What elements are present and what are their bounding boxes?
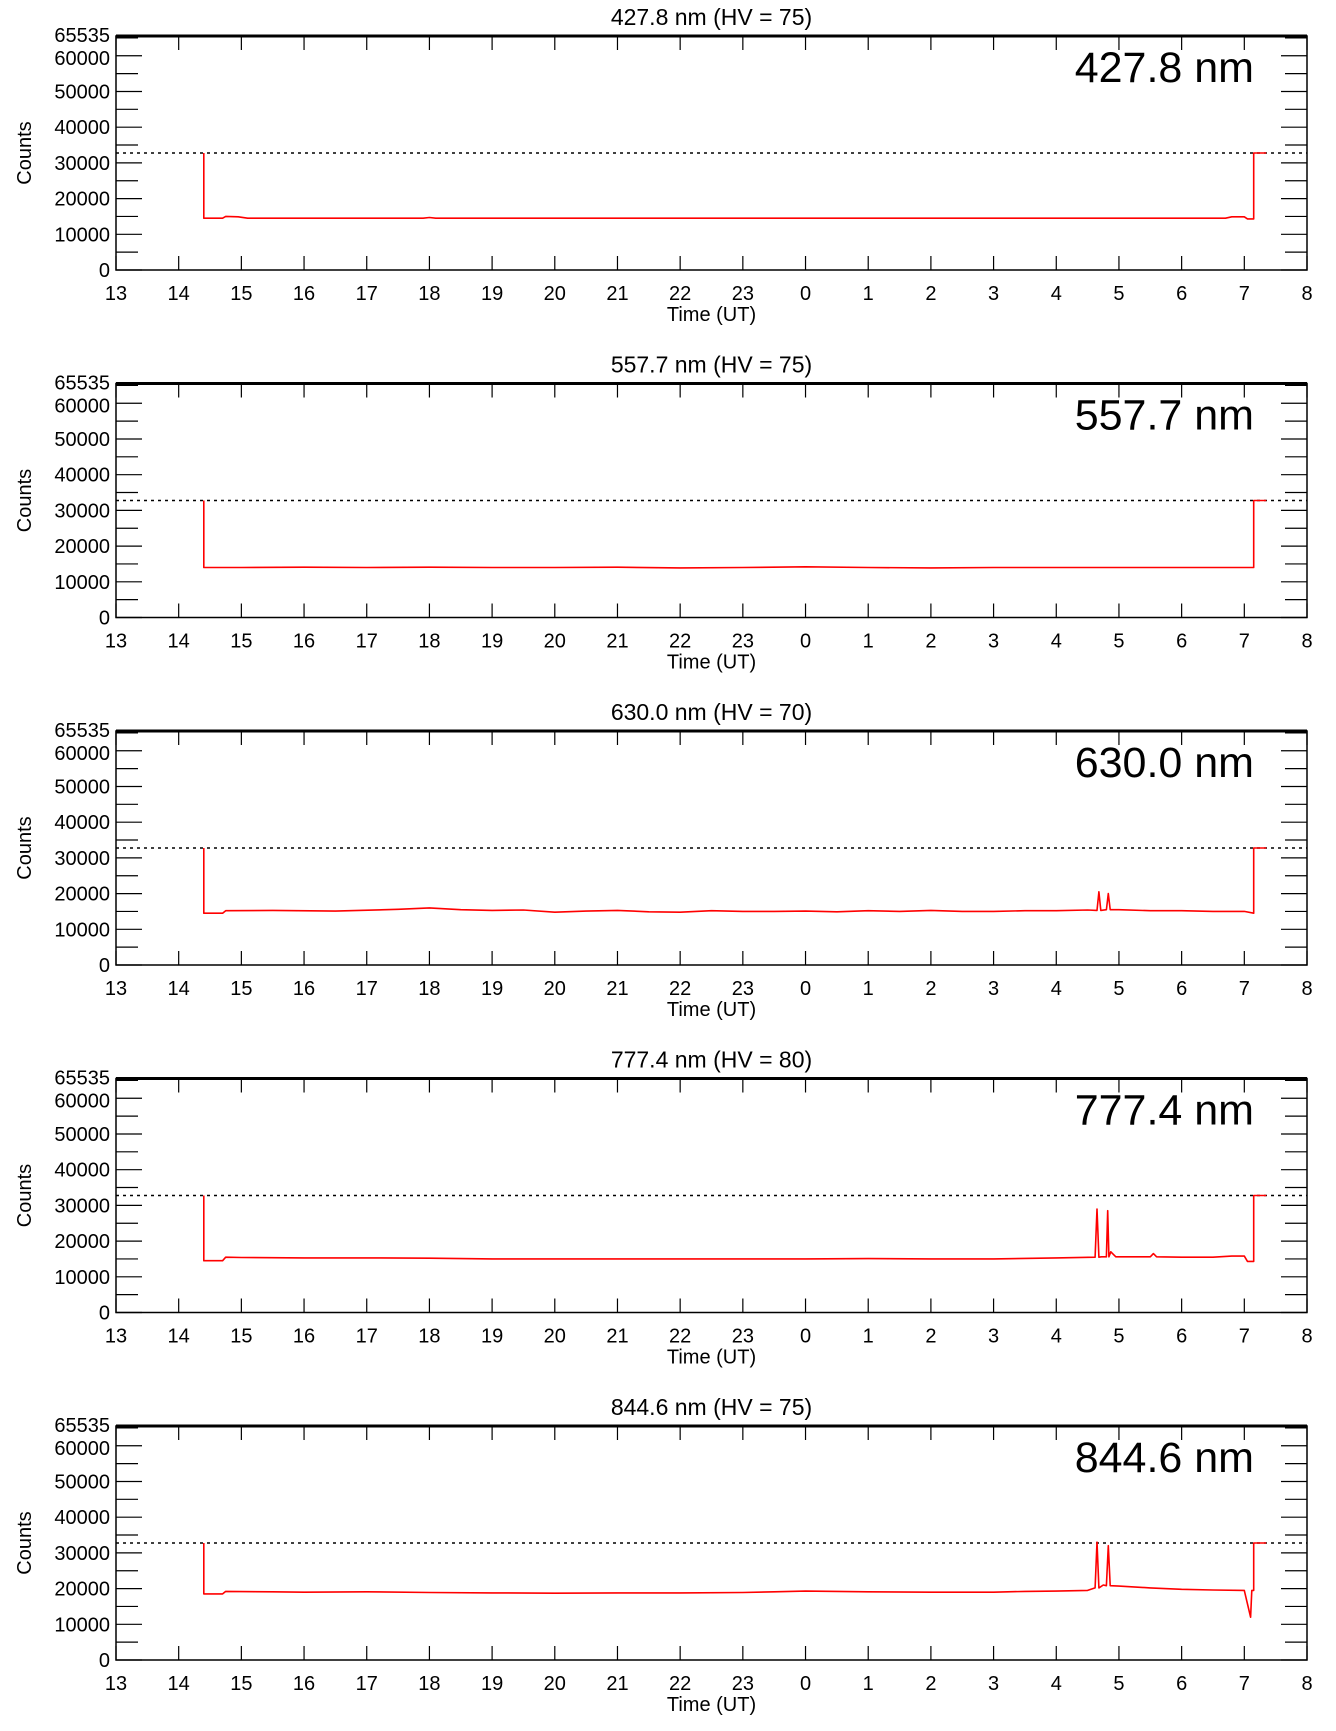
x-tick-label: 13 [104, 1325, 128, 1348]
x-axis-label: Time (UT) [666, 1346, 757, 1369]
y-tick-label: 0 [98, 1650, 110, 1672]
chart-panel [14, 352, 1313, 674]
x-tick-label: 15 [230, 630, 253, 653]
x-tick-label: 8 [1301, 630, 1313, 653]
x-tick-label: 1 [862, 630, 874, 653]
x-tick-label: 14 [167, 283, 190, 305]
y-tick-label: 40000 [54, 117, 110, 140]
y-tick-label: 40000 [54, 812, 110, 835]
y-tick-label: 60000 [54, 742, 110, 765]
x-tick-label: 19 [480, 283, 504, 305]
x-tick-label: 7 [1238, 1325, 1250, 1348]
chart-panel [14, 699, 1313, 1021]
data-series-line [204, 1542, 1267, 1617]
x-tick-label: 17 [355, 630, 378, 653]
y-tick-label: 20000 [54, 1578, 110, 1601]
x-tick-label: 22 [669, 630, 692, 653]
x-tick-label: 16 [292, 630, 316, 653]
x-tick-label: 13 [104, 630, 128, 653]
x-tick-label: 22 [669, 978, 692, 1000]
y-tick-label: 60000 [54, 1437, 110, 1460]
x-tick-label: 21 [606, 1673, 629, 1695]
chart-title: 557.7 nm (HV = 75) [610, 351, 813, 378]
x-tick-label: 2 [925, 978, 937, 1000]
y-tick-label: 10000 [54, 224, 110, 247]
x-tick-label: 6 [1176, 1325, 1188, 1348]
x-tick-label: 16 [292, 978, 316, 1000]
x-tick-label: 8 [1301, 1673, 1313, 1695]
y-tick-label: 60000 [54, 395, 110, 418]
x-tick-label: 14 [167, 978, 190, 1000]
x-tick-label: 20 [543, 1325, 566, 1348]
chart-panel [14, 1394, 1313, 1716]
x-tick-label: 3 [988, 283, 1000, 305]
chart-title: 777.4 nm (HV = 80) [610, 1046, 813, 1073]
x-tick-label: 6 [1176, 283, 1188, 305]
y-tick-label: 20000 [54, 188, 110, 211]
x-tick-label: 7 [1238, 630, 1250, 653]
x-tick-label: 17 [355, 1325, 378, 1348]
x-tick-label: 6 [1176, 1673, 1188, 1695]
x-axis-label: Time (UT) [666, 304, 757, 326]
x-tick-label: 17 [355, 283, 378, 305]
chart-panel [14, 1047, 1313, 1369]
x-tick-label: 23 [731, 283, 754, 305]
x-tick-label: 4 [1050, 630, 1062, 653]
x-tick-label: 17 [355, 1673, 378, 1695]
x-tick-label: 20 [543, 1673, 566, 1695]
x-tick-label: 13 [104, 283, 128, 305]
x-tick-label: 6 [1176, 630, 1188, 653]
x-tick-label: 23 [731, 1673, 754, 1695]
x-tick-label: 21 [606, 283, 629, 305]
y-tick-label: 50000 [54, 1123, 110, 1146]
y-tick-label: 30000 [54, 1542, 110, 1565]
x-tick-label: 3 [988, 978, 1000, 1000]
wavelength-label: 557.7 nm [1074, 391, 1254, 440]
x-axis-label: Time (UT) [666, 651, 757, 674]
x-tick-label: 1 [862, 978, 874, 1000]
x-tick-label: 22 [669, 1673, 692, 1695]
x-tick-label: 2 [925, 1673, 937, 1695]
x-tick-label: 7 [1238, 1673, 1250, 1695]
x-tick-label: 1 [862, 1673, 874, 1695]
x-tick-label: 5 [1113, 630, 1125, 653]
x-tick-label: 18 [418, 978, 441, 1000]
y-tick-label: 65535 [54, 720, 110, 742]
x-tick-label: 15 [230, 1673, 253, 1695]
x-tick-label: 8 [1301, 283, 1313, 305]
y-tick-label: 50000 [54, 81, 110, 104]
y-tick-label: 10000 [54, 919, 110, 942]
x-tick-label: 14 [167, 630, 190, 653]
x-tick-label: 3 [988, 630, 1000, 653]
x-tick-label: 14 [167, 1325, 190, 1348]
data-series-line [204, 848, 1267, 913]
x-tick-label: 0 [799, 630, 812, 653]
chart-panel [14, 4, 1313, 326]
x-tick-label: 21 [606, 978, 629, 1000]
y-tick-label: 20000 [54, 536, 110, 559]
y-tick-label: 50000 [54, 776, 110, 799]
x-tick-label: 4 [1050, 978, 1062, 1000]
x-tick-label: 21 [606, 1325, 629, 1348]
x-tick-label: 13 [104, 978, 128, 1000]
y-tick-label: 30000 [54, 500, 110, 523]
y-axis-label: Counts [14, 468, 36, 533]
y-axis-label: Counts [14, 121, 36, 185]
y-axis-label: Counts [14, 1163, 36, 1228]
x-tick-label: 15 [230, 978, 253, 1000]
x-tick-label: 2 [925, 1325, 937, 1348]
x-tick-label: 23 [731, 630, 754, 653]
y-tick-label: 0 [98, 955, 110, 977]
y-tick-label: 65535 [54, 1415, 110, 1437]
x-tick-label: 0 [799, 1325, 812, 1348]
y-axis-label: Counts [14, 1511, 36, 1575]
y-tick-label: 30000 [54, 1195, 110, 1218]
x-tick-label: 22 [669, 283, 692, 305]
y-tick-label: 40000 [54, 464, 110, 487]
x-tick-label: 13 [104, 1673, 128, 1695]
x-tick-label: 1 [862, 1325, 874, 1348]
x-tick-label: 0 [799, 283, 812, 305]
x-tick-label: 5 [1113, 978, 1125, 1000]
x-tick-label: 20 [543, 630, 566, 653]
y-tick-label: 20000 [54, 883, 110, 906]
x-tick-label: 8 [1301, 1325, 1313, 1348]
x-tick-label: 18 [418, 1325, 441, 1348]
x-tick-label: 18 [418, 630, 441, 653]
y-tick-label: 60000 [54, 1090, 110, 1113]
wavelength-label: 427.8 nm [1074, 44, 1254, 92]
x-tick-label: 19 [480, 978, 504, 1000]
y-tick-label: 65535 [54, 25, 110, 47]
y-tick-label: 20000 [54, 1231, 110, 1254]
wavelength-label: 844.6 nm [1074, 1434, 1254, 1482]
x-tick-label: 4 [1050, 1673, 1062, 1695]
chart-title: 630.0 nm (HV = 70) [610, 699, 813, 725]
x-tick-label: 8 [1301, 978, 1313, 1000]
y-tick-label: 40000 [54, 1507, 110, 1530]
x-tick-label: 16 [292, 1325, 316, 1348]
x-axis-label: Time (UT) [666, 1694, 757, 1716]
y-tick-label: 65535 [54, 1067, 110, 1090]
y-tick-label: 10000 [54, 1614, 110, 1637]
y-tick-label: 50000 [54, 1471, 110, 1494]
x-tick-label: 19 [480, 1325, 504, 1348]
wavelength-label: 777.4 nm [1074, 1086, 1254, 1135]
x-tick-label: 14 [167, 1673, 190, 1695]
x-tick-label: 2 [925, 630, 937, 653]
x-tick-label: 15 [230, 1325, 253, 1348]
x-tick-label: 18 [418, 1673, 441, 1695]
x-tick-label: 23 [731, 978, 754, 1000]
y-tick-label: 0 [98, 1302, 110, 1325]
x-tick-label: 1 [862, 283, 874, 305]
data-series-line [204, 153, 1267, 219]
y-tick-label: 40000 [54, 1159, 110, 1182]
x-tick-label: 3 [988, 1673, 1000, 1695]
chart-title: 427.8 nm (HV = 75) [610, 4, 813, 30]
y-tick-label: 65535 [54, 372, 110, 395]
x-tick-label: 7 [1238, 978, 1250, 1000]
x-tick-label: 5 [1113, 1673, 1125, 1695]
y-tick-label: 10000 [54, 571, 110, 594]
x-tick-label: 23 [731, 1325, 754, 1348]
x-tick-label: 3 [988, 1325, 1000, 1348]
y-tick-label: 0 [98, 260, 110, 282]
x-tick-label: 21 [606, 630, 629, 653]
y-tick-label: 50000 [54, 428, 110, 451]
chart-title: 844.6 nm (HV = 75) [610, 1394, 813, 1420]
x-tick-label: 16 [292, 1673, 316, 1695]
x-tick-label: 5 [1113, 1325, 1125, 1348]
x-tick-label: 17 [355, 978, 378, 1000]
data-series-line [204, 1196, 1267, 1262]
y-tick-label: 30000 [54, 847, 110, 870]
x-tick-label: 19 [480, 630, 504, 653]
wavelength-label: 630.0 nm [1074, 739, 1254, 787]
y-tick-label: 10000 [54, 1266, 110, 1289]
x-tick-label: 6 [1176, 978, 1188, 1000]
x-tick-label: 5 [1113, 283, 1125, 305]
x-tick-label: 19 [480, 1673, 504, 1695]
x-tick-label: 0 [799, 978, 812, 1000]
y-tick-label: 30000 [54, 152, 110, 175]
x-tick-label: 22 [669, 1325, 692, 1348]
x-axis-label: Time (UT) [666, 999, 757, 1021]
x-tick-label: 4 [1050, 283, 1062, 305]
x-tick-label: 2 [925, 283, 937, 305]
y-tick-label: 0 [98, 607, 110, 630]
x-tick-label: 16 [292, 283, 316, 305]
data-series-line [204, 501, 1267, 568]
x-tick-label: 4 [1050, 1325, 1062, 1348]
x-tick-label: 7 [1238, 283, 1250, 305]
x-tick-label: 0 [799, 1673, 812, 1695]
y-axis-label: Counts [14, 816, 36, 880]
x-tick-label: 20 [543, 283, 566, 305]
x-tick-label: 18 [418, 283, 441, 305]
y-tick-label: 60000 [54, 47, 110, 70]
x-tick-label: 20 [543, 978, 566, 1000]
x-tick-label: 15 [230, 283, 253, 305]
